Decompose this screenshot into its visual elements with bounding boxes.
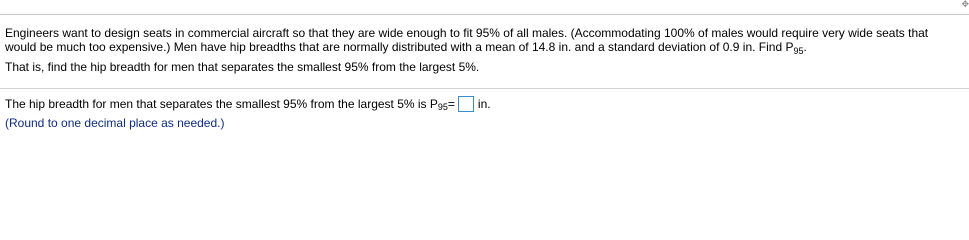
problem-statement — [5, 26, 960, 74]
answer-row — [5, 96, 491, 112]
problem-subscript: 95 — [793, 46, 804, 56]
answer-section — [5, 96, 491, 130]
section-divider — [0, 88, 969, 89]
top-divider — [0, 14, 969, 15]
answer-prefix: The hip breadth for men that separates the smallest 95% from the largest 5% is P — [5, 97, 438, 111]
problem-text-main: Engineers want to design seats in commercial aircraft so that they are wide enough to fit 95% of all males. (Accommodating 100% of males would require very wide seats that would be much too expensive.) Men have hip breadths that are normally distributed with a mean of 14.8 in. and a standard deviation of 0.9 in. Find P — [5, 26, 929, 54]
answer-input[interactable] — [458, 96, 474, 112]
answer-subscript: 95 — [437, 102, 448, 112]
answer-equals: = — [447, 97, 455, 111]
answer-unit: in. — [477, 97, 491, 111]
rounding-hint: (Round to one decimal place as needed.) — [5, 116, 225, 130]
problem-text-end: . — [803, 40, 807, 54]
move-icon[interactable]: ✥ — [961, 0, 969, 9]
problem-clarification: That is, find the hip breadth for men that separates the smallest 95% from the largest 5%. — [5, 60, 480, 74]
problem-text — [5, 26, 960, 55]
